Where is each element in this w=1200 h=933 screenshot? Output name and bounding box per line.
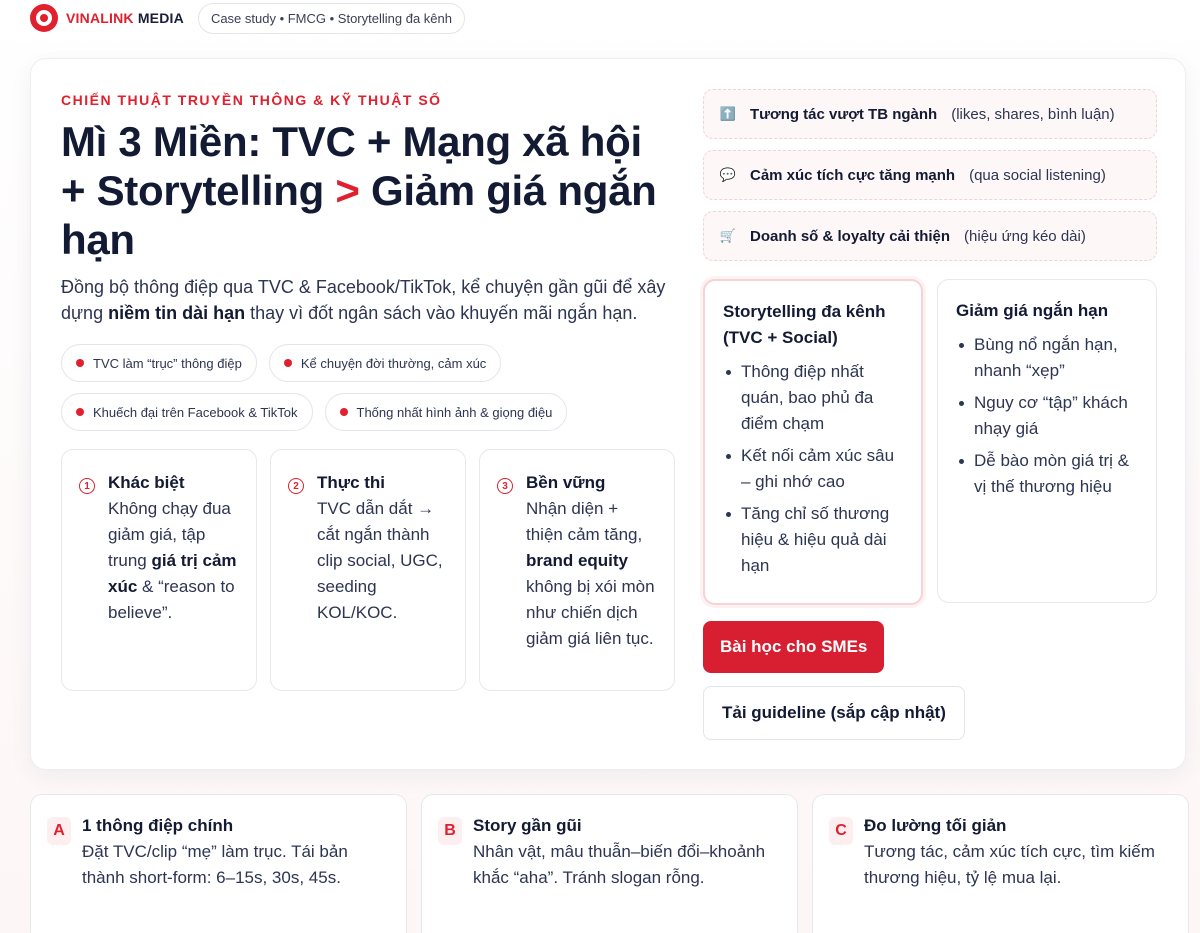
metric-label: Cảm xúc tích cực tăng mạnh [750,166,956,184]
brand-name-a: VINALINK [66,10,134,26]
lesson-list [30,794,1189,933]
sme-lessons-button[interactable]: Bài học cho SMEs [703,621,884,673]
metric-note: (qua social listening) [969,166,1106,184]
page-title [61,117,661,264]
lesson-card [421,794,798,933]
lesson-body: Tương tác, cảm xúc tích cực, tìm kiếm thương hiệu, tỷ lệ mua lại. [864,842,1155,887]
metric-label: Doanh số & loyalty cải thiện [750,227,951,245]
compare-storytelling-card [703,279,923,605]
pillar-title: Khác biệt [108,473,185,492]
pillar-body [108,496,240,626]
metric-row [703,211,1157,261]
top-bar [30,2,465,34]
lesson-body: Đặt TVC/clip “mẹ” làm trục. Tái bản thành short-form: 6–15s, 30s, 45s. [82,842,348,887]
compare-item: Tăng chỉ số thương hiệu & hiệu quả dài hạn [723,501,903,579]
title-part-1: Mì 3 Miền: TVC + Mạng xã hội + Storytelling [61,118,642,214]
bullet-dot-icon [284,359,292,367]
metric-list [703,89,1157,261]
compare-list [723,359,903,579]
bullet-dot-icon [76,408,84,416]
chip[interactable] [269,344,501,382]
chip[interactable] [325,393,568,431]
metric-note: (hiệu ứng kéo dài) [964,227,1086,245]
metric-note: (likes, shares, bình luận) [951,105,1115,123]
lead-bold: niềm tin dài hạn [108,303,246,323]
pillar-body-b: & “reason to believe”. [108,577,235,622]
brand-name [66,10,184,26]
lead-part-1: Đồng bộ thông điệp qua TVC & Facebook/TikTok, kể chuyện gần gũi để xây dựng [61,277,666,323]
metric-row [703,150,1157,200]
brand-logo[interactable] [30,4,184,32]
pillar-title: Bền vững [526,473,606,492]
chip-list [61,344,681,431]
download-guideline-button[interactable]: Tải guideline (sắp cập nhật) [703,686,965,740]
pillar-body [526,496,658,652]
speech-bubble-icon: 💬 [719,167,737,182]
metric-row [703,89,1157,139]
chip[interactable] [61,344,257,382]
pillar-body-b: không bị xói mòn như chiến dịch giảm giá liên tục. [526,577,655,648]
pillar-body-bold: giá trị cảm xúc [108,551,237,596]
pillar-body-a: TVC dẫn dắt → cắt ngắn thành clip social, UGC, seeding KOL/KOC. [317,499,443,622]
compare-item: Nguy cơ “tập” khách nhạy giá [956,390,1138,442]
pillar-body-a: Nhận diện + thiện cảm tăng, [526,499,643,544]
chip-label: TVC làm “trục” thông điệp [93,355,242,371]
pillar-list [61,449,675,691]
eyebrow-label: CHIẾN THUẬT TRUYỀN THÔNG & KỸ THUẬT SỐ [61,92,442,108]
pillar-card [270,449,466,691]
bullet-dot-icon [340,408,348,416]
lesson-tag: B [438,817,462,845]
metric-label: Tương tác vượt TB ngành [750,105,938,123]
logo-icon [30,4,58,32]
chip-label: Khuếch đại trên Facebook & TikTok [93,404,298,420]
compare-item: Thông điệp nhất quán, bao phủ đa điểm chạm [723,359,903,437]
shopping-cart-icon: 🛒 [719,228,737,243]
pillar-body [317,496,449,626]
arrow-up-icon: ⬆️ [719,106,737,121]
pillar-title: Thực thi [317,473,386,492]
compare-item: Dễ bào mòn giá trị & vị thế thương hiệu [956,448,1138,500]
bullet-dot-icon [76,359,84,367]
lesson-card [30,794,407,933]
brand-name-b: MEDIA [137,10,184,26]
title-part-2: Giảm giá ngắn hạn [61,167,657,263]
lead-text [61,274,681,326]
lesson-tag: A [47,817,71,845]
number-badge-icon: 3 [497,478,513,494]
lesson-card [812,794,1189,933]
hero-card [30,58,1186,770]
compare-item: Kết nối cảm xúc sâu – ghi nhớ cao [723,443,903,495]
chip-label: Kể chuyện đời thường, cảm xúc [300,355,487,371]
lesson-title: 1 thông điệp chính [82,816,234,835]
lesson-tag: C [829,817,853,845]
chip-label: Thống nhất hình ảnh & giọng điệu [356,404,553,420]
chip[interactable] [61,393,313,431]
compare-title: Giảm giá ngắn hạn [956,301,1109,320]
pillar-card [479,449,675,691]
pillar-body-a: Không chạy đua giảm giá, tập trung [108,499,231,570]
compare-list [956,332,1138,500]
lesson-body: Nhân vật, mâu thuẫn–biến đổi–khoảnh khắc “aha”. Tránh slogan rỗng. [473,842,766,887]
pillar-body-bold: brand equity [526,551,629,570]
pillar-card [61,449,257,691]
number-badge-icon: 2 [288,478,304,494]
compare-title: Storytelling đa kênh (TVC + Social) [723,302,886,347]
compare-discount-card [937,279,1157,603]
compare-item: Bùng nổ ngắn hạn, nhanh “xẹp” [956,332,1138,384]
lesson-title: Đo lường tối giản [864,816,1007,835]
lesson-title: Story gần gũi [473,816,582,835]
breadcrumb[interactable]: Case study • FMCG • Storytelling đa kênh [198,3,465,34]
title-gt-symbol: > [335,167,360,214]
lead-part-2: thay vì đốt ngân sách vào khuyến mãi ngắn hạn. [245,303,638,323]
number-badge-icon: 1 [79,478,95,494]
